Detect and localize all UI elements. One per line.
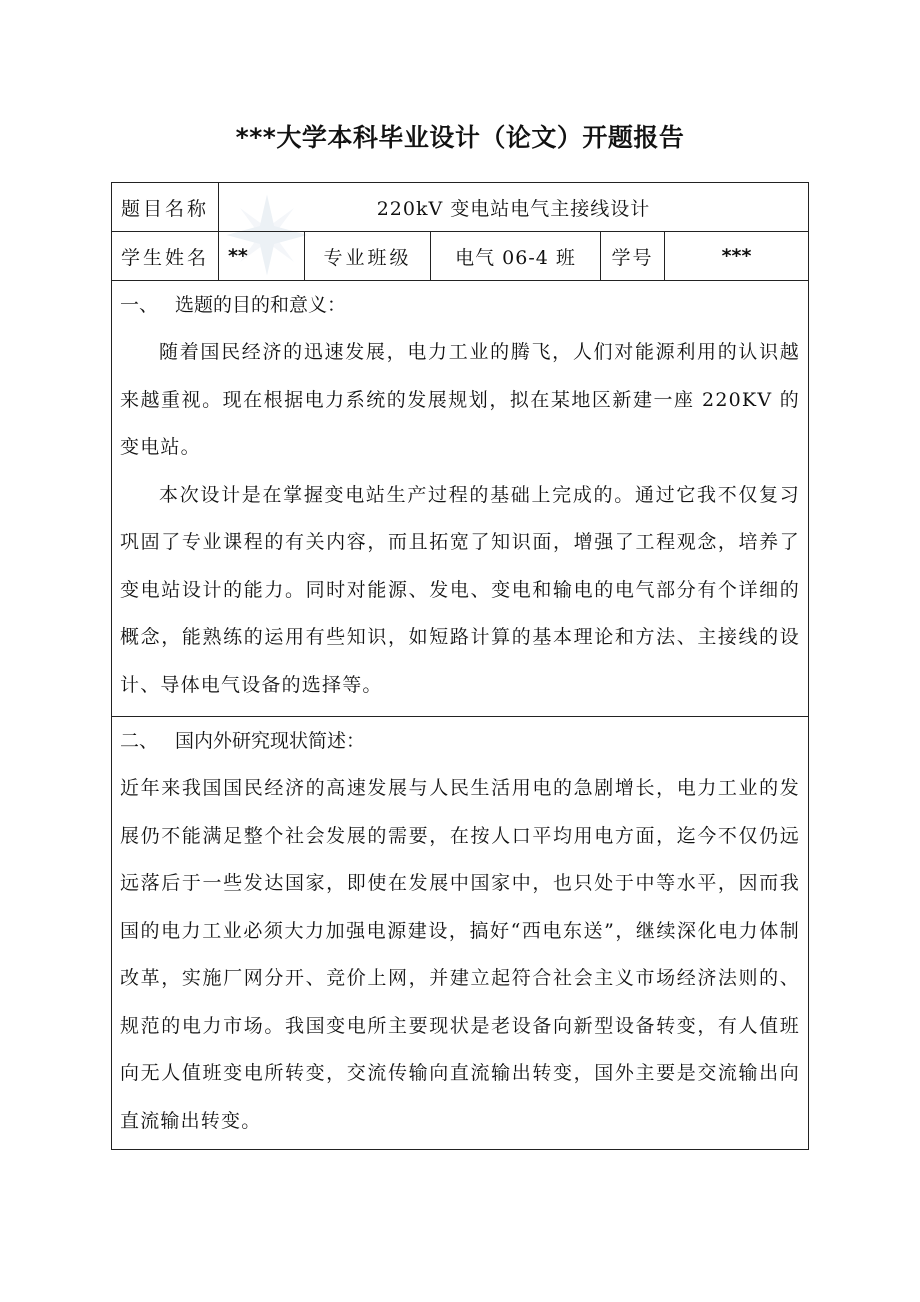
research-status-heading — [120, 717, 800, 765]
topic-row — [112, 183, 808, 231]
research-status-paragraph: 近年来我国国民经济的高速发展与人民生活用电的急剧增长，电力工业的发展仍不能满足整个社会发展的需要，在按人口平均用电方面，迄今不仅仍远远落后于一些发达国家，即使在发展中国家中，也只处于中等水平，因而我国的电力工业必须大力加强电源建设，搞好“西电东送”，继续深化电力体制改革，实施厂网分开、竞价上网，并建立起符合社会主义市场经济法则的、规范的电力市场。我国变电所主要现状是老设备向新型设备转变，有人值班向无人值班变电所转变，交流传输向直流输出转变，国外主要是交流输出向直流输出转变。 — [120, 777, 800, 1132]
student-name-value: ** — [218, 232, 304, 280]
purpose-heading — [120, 281, 800, 329]
student-info-row — [112, 231, 808, 280]
purpose-section — [112, 280, 808, 716]
research-status-heading-text: 国内外研究现状简述： — [175, 730, 366, 752]
topic-value: 220kV 变电站电气主接线设计 — [218, 183, 808, 231]
purpose-number: 一、 — [120, 294, 159, 316]
major-class-label: 专业班级 — [304, 232, 430, 280]
purpose-paragraph-2: 本次设计是在掌握变电站生产过程的基础上完成的。通过它我不仅复习巩固了专业课程的有关内容，而且拓宽了知识面，增强了工程观念，培养了变电站设计的能力。同时对能源、发电、变电和输电的电气部分有个详细的概念，能熟练的运用有些知识，如短路计算的基本理论和方法、主接线的设计、导体电气设备的选择等。 — [120, 483, 800, 696]
major-class-value: 电气 06-4 班 — [430, 232, 600, 280]
student-name-label: 学生姓名 — [121, 246, 210, 269]
report-table — [111, 182, 809, 1150]
student-id-label: 学号 — [600, 232, 664, 280]
purpose-paragraph-1: 随着国民经济的迅速发展，电力工业的腾飞，人们对能源利用的认识越来越重视。现在根据电力系统的发展规划，拟在某地区新建一座 220KV 的变电站。 — [120, 341, 800, 458]
research-status-section — [112, 716, 808, 1149]
purpose-heading-text: 选题的目的和意义： — [175, 294, 347, 316]
topic-label: 题目名称 — [121, 197, 210, 220]
research-status-number: 二、 — [120, 730, 159, 752]
document-title: ***大学本科毕业设计（论文）开题报告 — [235, 123, 685, 152]
student-id-value: *** — [664, 232, 808, 280]
